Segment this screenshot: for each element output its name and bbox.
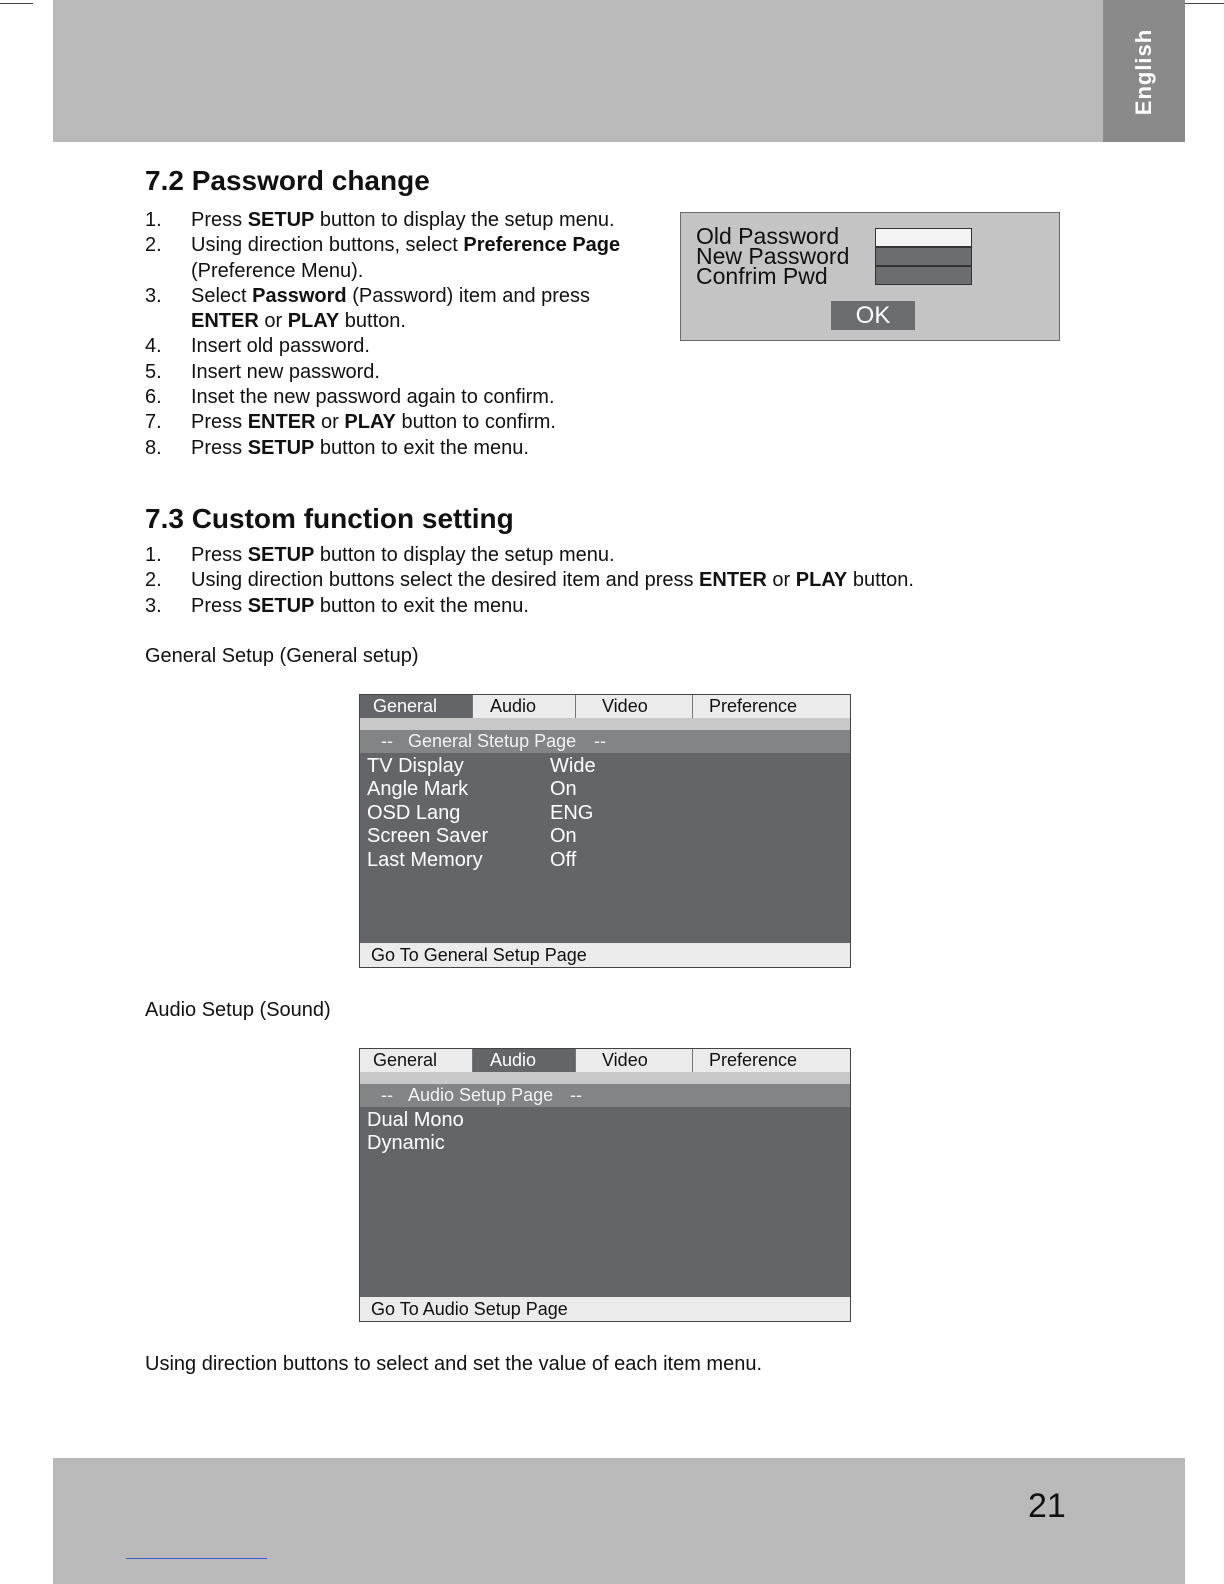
step-keyword: ENTER [191, 310, 259, 333]
step-keyword: SETUP [247, 436, 315, 459]
heading-dash-left: -- [381, 1085, 393, 1105]
setting-value: On [550, 778, 577, 801]
step-text: Using direction buttons, select [191, 234, 464, 257]
tab-preference[interactable]: Preference [709, 696, 798, 716]
password-fields [875, 228, 972, 285]
step-text: Using direction buttons select the desired item and press [191, 569, 700, 592]
step-number: 6. [145, 386, 162, 409]
setting-value: Wide [550, 755, 596, 777]
audio-menu-footer: Go To Audio Setup Page [360, 1297, 850, 1321]
general-menu-footer: Go To General Setup Page [360, 943, 850, 967]
setting-row[interactable] [367, 778, 577, 801]
heading-dash-right: -- [594, 731, 606, 751]
general-setting-list [367, 755, 596, 872]
closing-instruction: Using direction buttons to select and set the value of each item menu. [145, 1353, 763, 1375]
step-text: button to confirm. [395, 411, 556, 434]
old-password-input[interactable] [875, 228, 972, 247]
step-text: Inset the new password again to confirm. [191, 386, 555, 409]
setting-label: Angle Mark [367, 778, 469, 801]
step-item [145, 436, 620, 461]
setting-row[interactable] [367, 755, 596, 778]
page-number: 21 [1028, 1487, 1066, 1525]
step-item [145, 543, 914, 568]
setting-value: ENG [550, 801, 594, 824]
confirm-password-label: Confrim Pwd [696, 263, 828, 289]
confirm-password-input[interactable] [875, 266, 972, 285]
tab-general[interactable]: General [360, 1049, 473, 1072]
step-number: 1. [145, 544, 162, 566]
step-keyword: Preference Page [463, 234, 621, 257]
step-number: 3. [145, 594, 162, 617]
audio-page-heading [360, 1084, 850, 1107]
step-number: 3. [145, 284, 162, 307]
tab-preference[interactable]: Preference [709, 1050, 798, 1070]
step-number: 4. [145, 335, 162, 358]
step-text: Press [191, 544, 248, 566]
step-number: 2. [145, 234, 162, 257]
step-text: Insert old password. [191, 335, 370, 358]
tab-audio[interactable]: Audio [473, 1049, 576, 1072]
setting-label: Screen Saver [367, 825, 489, 848]
step-text: Press [191, 436, 248, 459]
audio-setup-caption: Audio Setup (Sound) [145, 999, 331, 1021]
header-band [53, 0, 1103, 142]
step-text: Insert new password. [191, 360, 380, 383]
heading-dash-right: -- [570, 1085, 582, 1105]
setting-row[interactable] [367, 1132, 464, 1155]
setting-row[interactable] [367, 825, 577, 848]
step-number: 5. [145, 360, 162, 383]
heading-dash-left: -- [381, 731, 393, 751]
tab-video[interactable]: Video [576, 695, 693, 718]
audio-setup-menu [359, 1048, 851, 1322]
ok-button[interactable]: OK [831, 301, 915, 330]
step-text: Press [191, 209, 248, 231]
step-item [145, 233, 620, 284]
step-item [145, 208, 620, 233]
section-7-3-title: 7.3 Custom function setting [145, 503, 514, 534]
setting-row[interactable] [367, 801, 594, 825]
tab-video[interactable]: Video [576, 1049, 693, 1072]
step-text: button to display the setup menu. [314, 209, 615, 231]
step-item [145, 385, 620, 410]
step-item [145, 410, 620, 435]
step-text: or [258, 310, 288, 333]
general-setup-caption: General Setup (General setup) [145, 645, 419, 667]
step-item [145, 284, 620, 335]
setting-value: Off [550, 848, 577, 871]
old-password-label: Old Password [696, 223, 840, 249]
audio-page-title: Audio Setup Page [408, 1085, 554, 1105]
step-text: or [766, 569, 796, 592]
link-underline [126, 1558, 267, 1559]
step-number: 8. [145, 436, 162, 459]
language-label: English [1131, 28, 1156, 116]
step-number: 2. [145, 569, 162, 592]
step-keyword: SETUP [247, 544, 315, 566]
tab-general[interactable]: General [360, 695, 473, 718]
step-text: Press [191, 594, 248, 617]
tab-audio[interactable]: Audio [473, 695, 576, 718]
language-tab [1103, 0, 1185, 142]
general-setup-menu [359, 694, 851, 968]
step-text: (Preference Menu). [191, 259, 364, 282]
general-page-title: General Stetup Page [408, 731, 577, 751]
step-text: (Password) item and press [346, 284, 591, 307]
setting-row[interactable] [367, 848, 577, 872]
setting-label: TV Display [367, 755, 464, 777]
setting-label: Dynamic [367, 1132, 445, 1155]
audio-setting-list [367, 1109, 464, 1156]
menu-divider [360, 1072, 850, 1084]
step-item [145, 568, 914, 593]
menu-tabs [360, 1049, 850, 1072]
step-keyword: PLAY [287, 310, 340, 333]
new-password-label: New Password [696, 243, 850, 269]
footer-band [53, 1458, 1185, 1584]
step-text: Select [191, 284, 253, 307]
step-text: or [315, 411, 345, 434]
step-text: button to display the setup menu. [314, 544, 615, 566]
setting-value: On [550, 825, 577, 848]
step-text: button to exit the menu. [314, 594, 529, 617]
setting-label: Last Memory [367, 848, 483, 871]
step-item [145, 334, 620, 359]
setting-label: Dual Mono [367, 1109, 464, 1131]
step-text: button. [339, 310, 406, 333]
crop-mark-left [0, 3, 33, 4]
step-text: Press [191, 411, 248, 434]
step-keyword: PLAY [795, 569, 848, 592]
step-keyword: Password [252, 284, 347, 307]
menu-tabs [360, 695, 850, 718]
menu-divider [360, 718, 850, 730]
section-7-2-title: 7.2 Password change [145, 165, 430, 196]
step-number: 7. [145, 411, 162, 434]
new-password-input[interactable] [875, 247, 972, 266]
step-text: button. [847, 569, 914, 592]
password-dialog [680, 212, 1060, 341]
step-number: 1. [145, 209, 162, 231]
general-page-heading [360, 730, 850, 753]
step-item [145, 360, 620, 385]
step-item [145, 594, 914, 619]
custom-steps-list [145, 543, 914, 619]
setting-label: OSD Lang [367, 801, 461, 824]
step-keyword: SETUP [247, 594, 315, 617]
step-keyword: PLAY [344, 411, 396, 434]
password-labels [696, 223, 850, 289]
step-keyword: SETUP [247, 209, 315, 231]
password-steps-list [145, 208, 620, 461]
setting-row[interactable] [367, 1109, 464, 1132]
step-keyword: ENTER [699, 569, 767, 592]
step-text: button to exit the menu. [314, 436, 529, 459]
step-keyword: ENTER [247, 411, 316, 434]
